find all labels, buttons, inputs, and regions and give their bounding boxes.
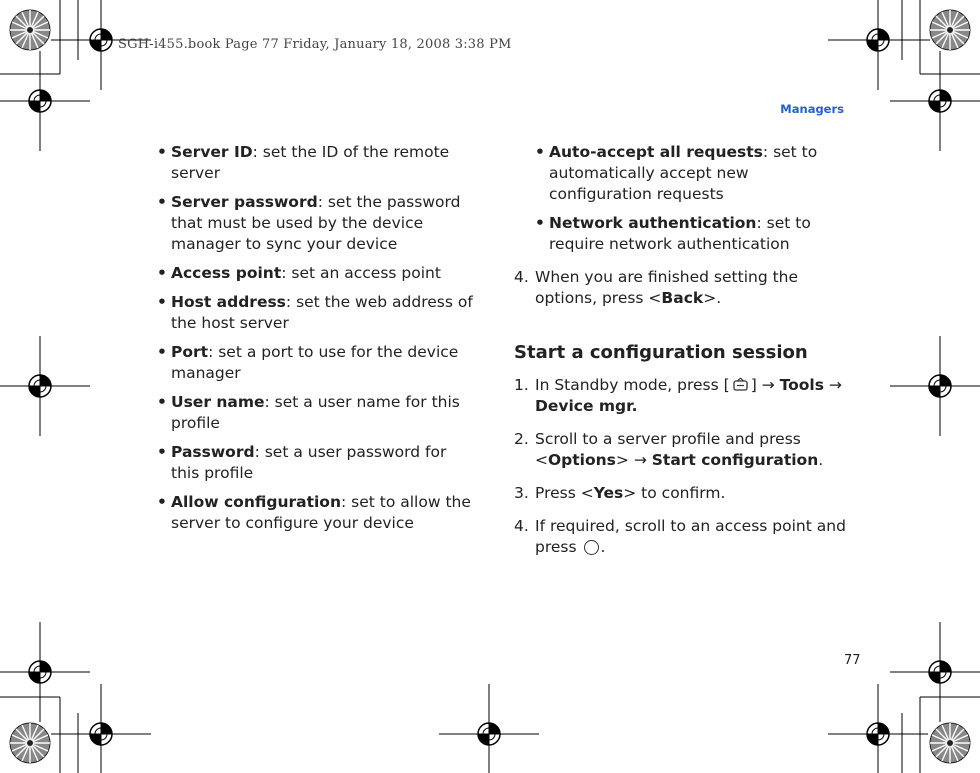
step-item: 4. If required, scroll to an access point and press .	[514, 517, 846, 556]
list-item: • Host address: set the web address of the host server	[157, 293, 473, 332]
step-item: 4. When you are finished setting the options, press <Back>.	[514, 268, 799, 307]
left-column	[157, 142, 477, 542]
list-item: • Network authentication: set to require network authentication	[535, 214, 811, 253]
section-heading: Start a configuration session	[514, 342, 808, 363]
list-item: • User name: set a user name for this profile	[157, 393, 460, 432]
section-label: Managers	[780, 102, 844, 116]
step-item: 1. In Standby mode, press [ ] → Tools → Device mgr.	[514, 376, 842, 415]
list-item: • Access point: set an access point	[157, 264, 441, 282]
list-item: • Allow configuration: set to allow the server to configure your device	[157, 493, 471, 532]
list-item: • Auto-accept all requests: set to automatically accept new configuration requests	[535, 143, 818, 203]
center-key-icon	[584, 540, 599, 555]
list-item: • Server password: set the password that must be used by the device manager to sync your device	[157, 193, 461, 253]
list-item: • Port: set a port to use for the device manager	[157, 343, 459, 382]
page-number: 77	[844, 653, 861, 668]
list-item: • Server ID: set the ID of the remote server	[157, 143, 450, 182]
list-item: • Password: set a user password for this profile	[157, 443, 447, 482]
step-item: 2. Scroll to a server profile and press <Options> → Start configuration.	[514, 430, 824, 469]
step-item: 3. Press <Yes> to confirm.	[514, 484, 726, 502]
right-column	[514, 142, 854, 570]
print-slug: SGH-i455.book Page 77 Friday, January 18, 2008 3:38 PM	[118, 37, 512, 52]
menu-key-icon	[732, 377, 749, 392]
